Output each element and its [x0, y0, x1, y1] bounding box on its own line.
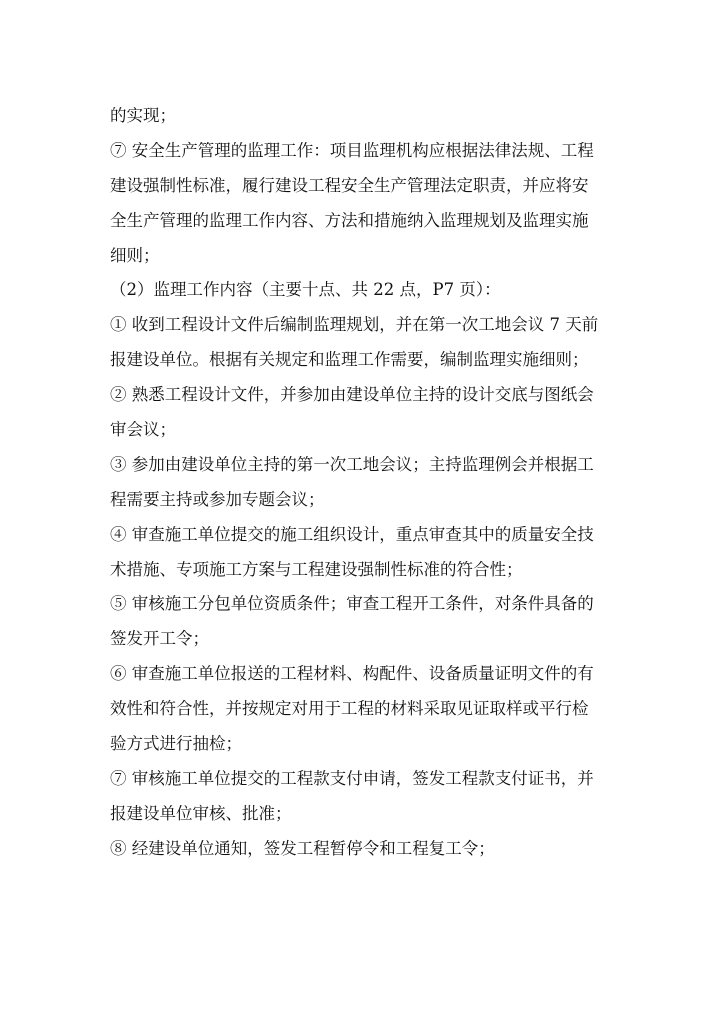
- section-heading: （2）监理工作内容（主要十点、共 22 点，P7 页）：: [110, 280, 501, 300]
- text-line: 术措施、专项施工方案与工程建设强制性标准的符合性；: [110, 559, 523, 579]
- text-line: ⑧ 经建设单位通知，签发工程暂停令和工程复工令；: [110, 838, 495, 858]
- text-line: ⑥ 审查施工单位报送的工程材料、构配件、设备质量证明文件的有: [110, 664, 594, 684]
- text-line: 效性和符合性，并按规定对用于工程的材料采取见证取样或平行检: [110, 699, 589, 719]
- text-line: ⑤ 审核施工分包单位资质条件；审查工程开工条件，对条件具备的: [110, 594, 594, 614]
- text-line: 验方式进行抽检；: [110, 734, 242, 754]
- text-line: 全生产管理的监理工作内容、方法和措施纳入监理规划及监理实施: [110, 210, 589, 230]
- text-line: ① 收到工程设计文件后编制监理规划，并在第一次工地会议 7 天前: [110, 315, 599, 335]
- text-line: 审会议；: [110, 420, 176, 440]
- text-line: 建设强制性标准，履行建设工程安全生产管理法定职责，并应将安: [110, 175, 589, 195]
- text-line: ④ 审查施工单位提交的施工组织设计，重点审查其中的质量安全技: [110, 524, 594, 544]
- text-line: 程需要主持或参加专题会议；: [110, 489, 325, 509]
- text-line: ② 熟悉工程设计文件，并参加由建设单位主持的设计交底与图纸会: [110, 385, 594, 405]
- document-body: [110, 99, 620, 867]
- text-line: 报建设单位。根据有关规定和监理工作需要，编制监理实施细则；: [110, 350, 589, 370]
- text-line: ⑦ 安全生产管理的监理工作：项目监理机构应根据法律法规、工程: [110, 140, 594, 160]
- text-line: 签发开工令；: [110, 629, 209, 649]
- text-line: ⑦ 审核施工单位提交的工程款支付申请，签发工程款支付证书，并: [110, 768, 594, 788]
- text-line: ③ 参加由建设单位主持的第一次工地会议；主持监理例会并根据工: [110, 454, 594, 474]
- text-line: 细则；: [110, 245, 160, 265]
- text-line: 报建设单位审核、批准；: [110, 803, 292, 823]
- text-line: 的实现；: [110, 106, 176, 125]
